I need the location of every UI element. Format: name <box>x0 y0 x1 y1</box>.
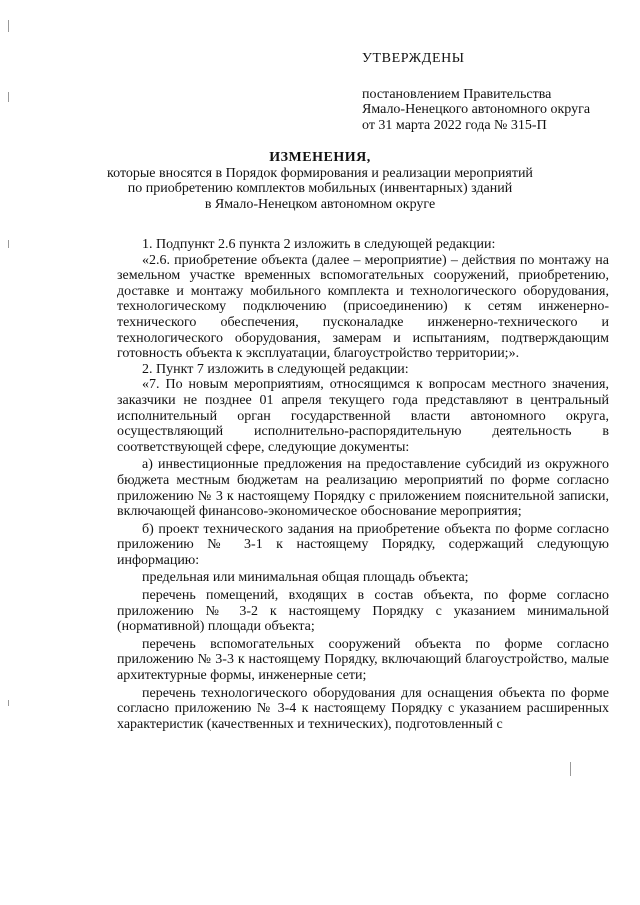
document-body <box>117 237 609 732</box>
document-subtitle-line: в Ямало-Ненецком автономном округе <box>204 196 436 212</box>
scan-margin-mark <box>8 20 9 32</box>
paragraph: «7. По новым мероприятиям, относящимся к вопросам местного значения, заказчики не позднее 01 апреля текущего года представляют в центральный исполнительный орган государственной власти автономного округа, осуществляющий исполнительно-распорядительную деятельность в соответствующей сфере, следующие документы: <box>117 377 609 455</box>
paragraph: 1. Подпункт 2.6 пункта 2 изложить в следующей редакции: <box>142 237 496 252</box>
paragraph: б) проект технического задания на приобретение объекта по форме согласно приложению № 3-1 к настоящему Порядку, содержащий следующую информацию: <box>117 521 609 568</box>
paragraph: «2.6. приобретение объекта (далее – мероприятие) – действия по монтажу на земельном участке временных вспомогательных сооружений, приобретению, доставке и монтажу мобильного комплекта и технологического оборудования, технологическому подключению (присоединению) к сетям инженерно-технического обеспечения, пусконаладке инженерно-технического и технологического оборудования, замерам и испытаниям, подтверждающим готовность объекта к эксплуатации, благоустройство территории;». <box>117 252 609 362</box>
approval-line: от 31 марта 2022 года № 315-П <box>362 117 547 133</box>
approval-line: постановлением Правительства <box>362 86 552 102</box>
scan-margin-mark <box>570 762 571 776</box>
paragraph: а) инвестиционные предложения на предоставление субсидий из окружного бюджета местным бюджетам на реализацию мероприятий по форме согласно приложению № 3 к настоящему Порядку с приложением пояснительной записки, включающей финансово-экономическое обоснование мероприятия; <box>117 457 609 520</box>
scan-margin-mark <box>8 92 9 102</box>
paragraph: 2. Пункт 7 изложить в следующей редакции: <box>142 361 409 377</box>
paragraph: перечень технологического оборудования для оснащения объекта по форме согласно приложению № 3-4 к настоящему Порядку с указанием расширенных характеристик (качественных и технических), подготовленный с <box>117 685 609 732</box>
paragraph: перечень помещений, входящих в состав объекта, по форме согласно приложению № 3-2 к настоящему Порядку с указанием минимальной (нормативной) площади объекта; <box>117 588 609 635</box>
document-title: ИЗМЕНЕНИЯ, <box>269 150 371 165</box>
approval-line: Ямало-Ненецкого автономного округа <box>362 102 591 117</box>
scan-margin-mark <box>8 240 9 248</box>
document-subtitle-line: которые вносятся в Порядок формирования и реализации мероприятий <box>107 165 533 181</box>
document-title-block <box>92 150 548 212</box>
document-subtitle-line: по приобретению комплектов мобильных (инвентарных) зданий <box>127 181 513 196</box>
approval-stamp <box>362 51 590 133</box>
approval-heading: УТВЕРЖДЕНЫ <box>362 51 465 66</box>
scan-margin-mark <box>8 700 9 706</box>
paragraph: перечень вспомогательных сооружений объекта по форме согласно приложению № 3-3 к настоящему Порядку, включающий благоустройство, малые архитектурные формы, инженерные сети; <box>117 636 609 684</box>
paragraph: предельная или минимальная общая площадь объекта; <box>142 570 469 586</box>
